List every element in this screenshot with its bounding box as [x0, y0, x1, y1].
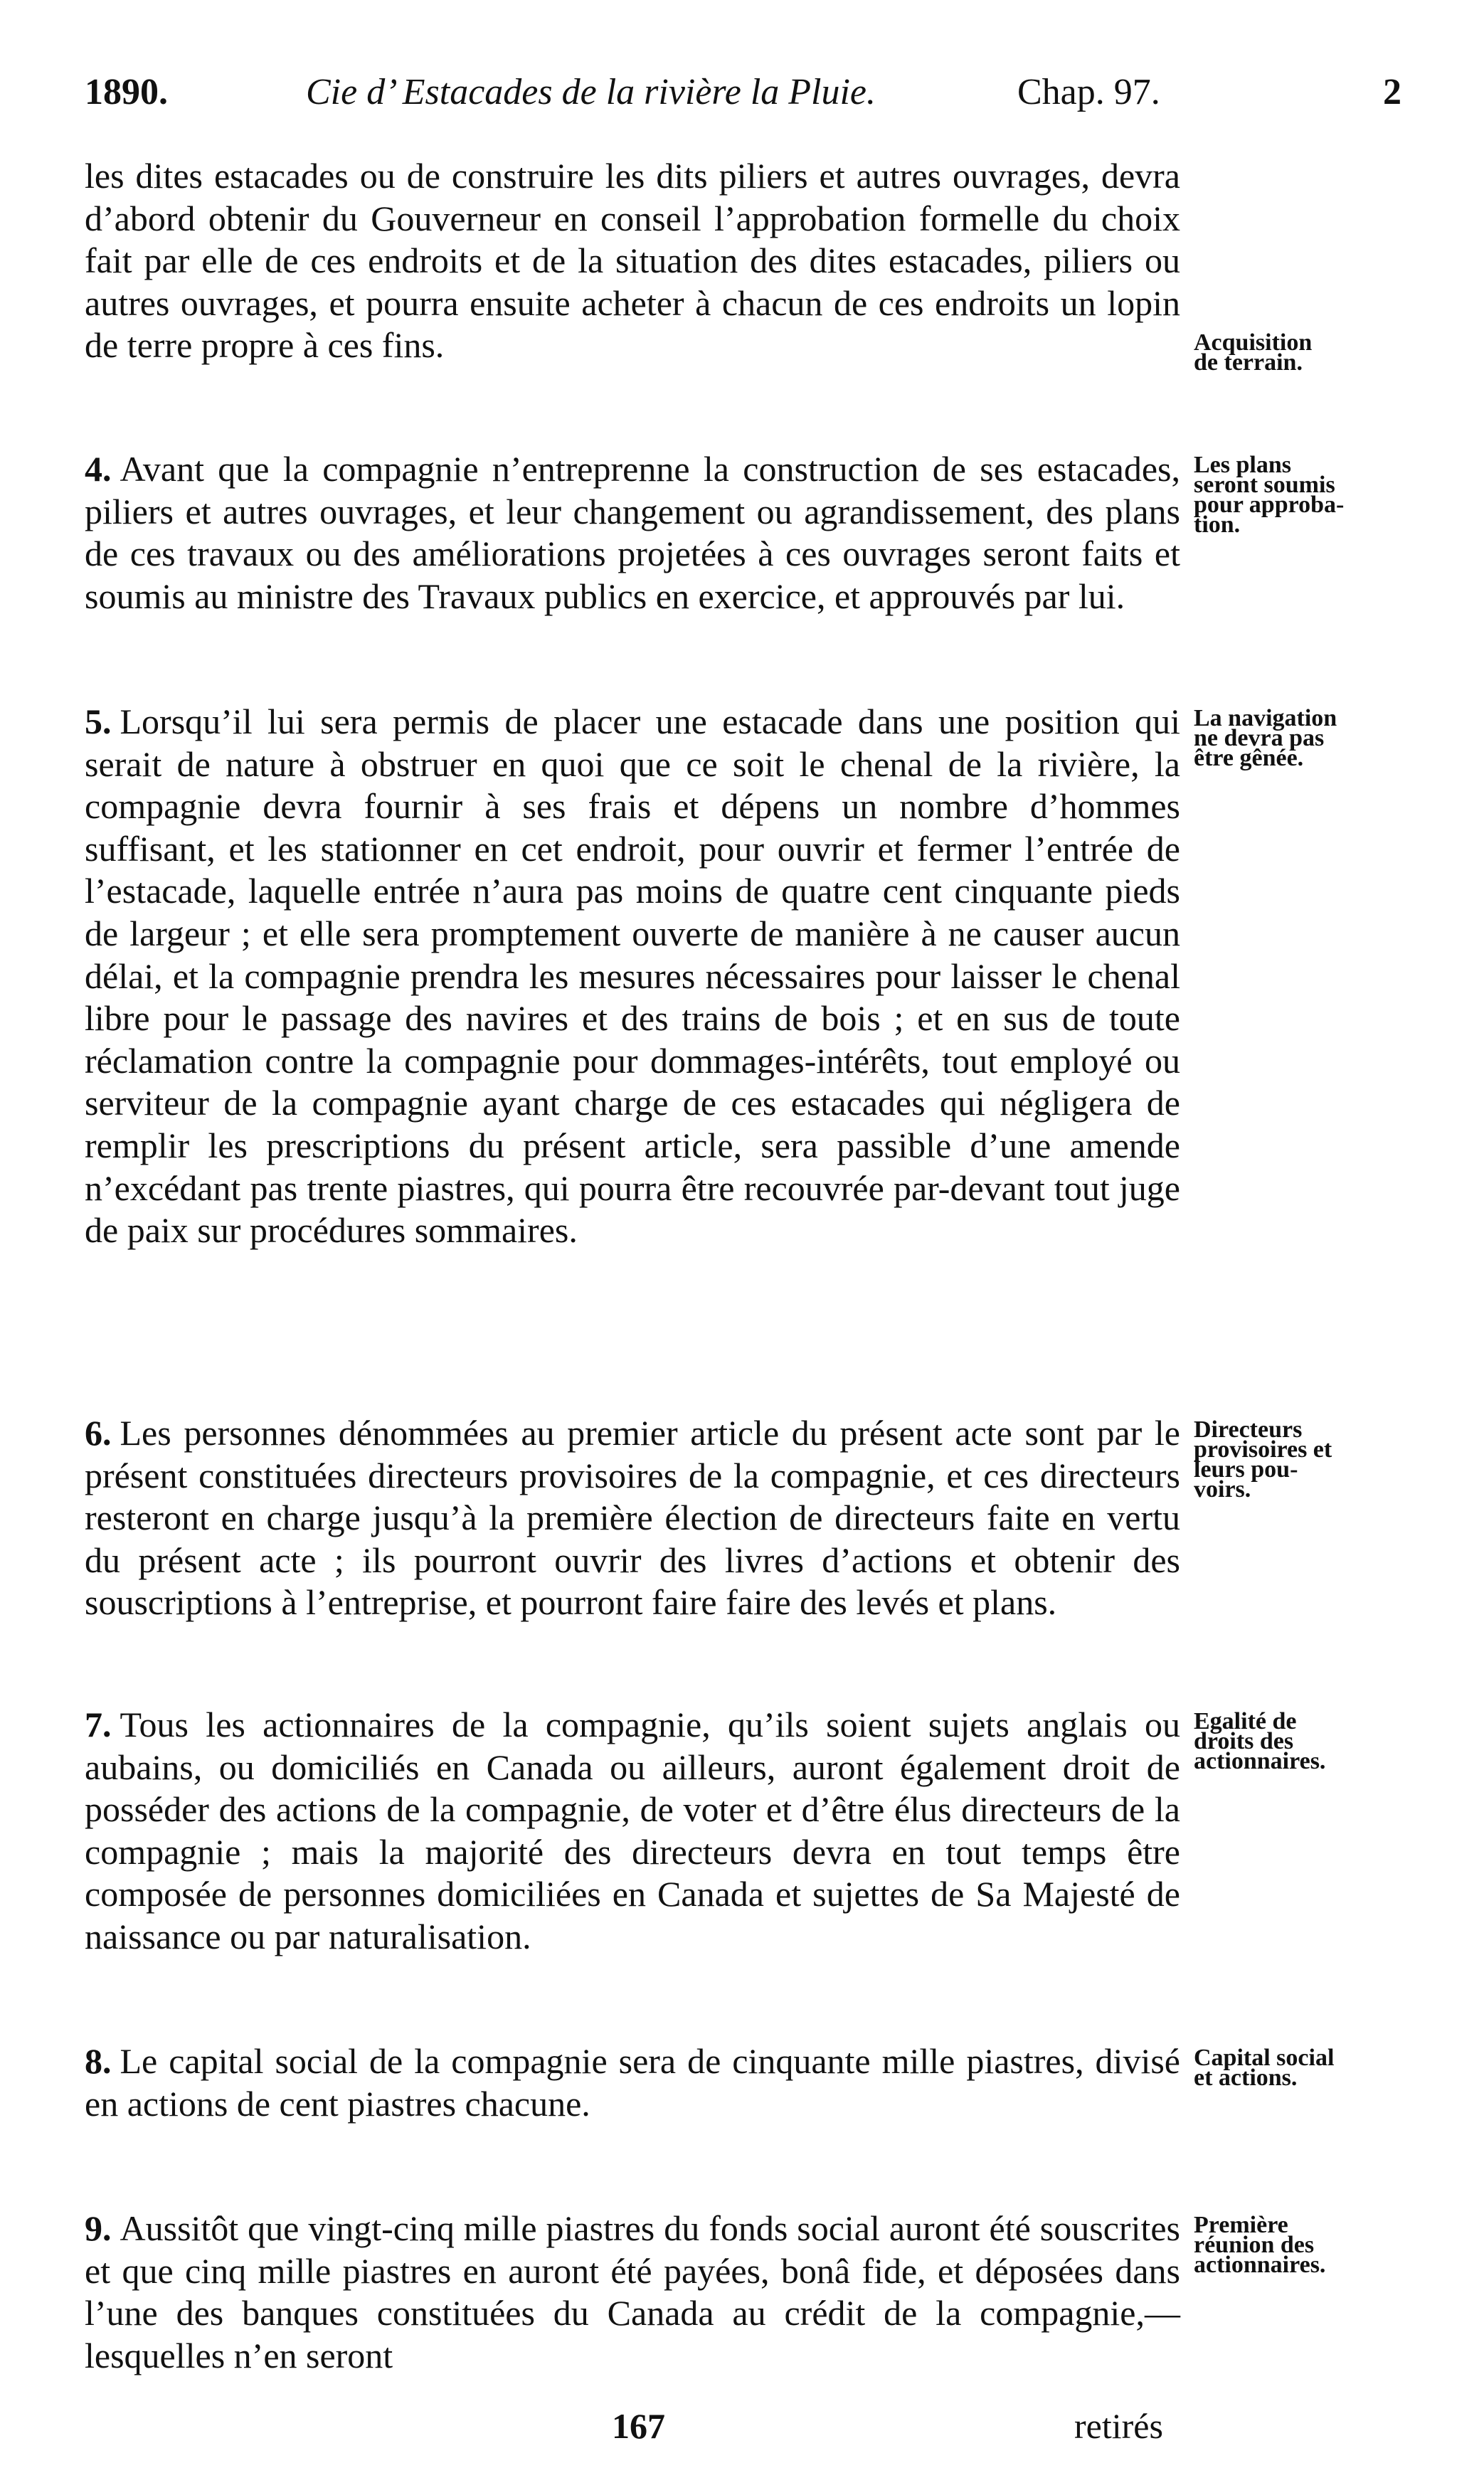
section-body: Les personnes dénommées au premier article du présent acte sont par le présent constituées directeurs provisoires de la compagnie, et ces directeurs resteront en charge jusqu’à la première élection de directeurs faite en vertu du présent acte ; ils pourront ouvrir des livres d’actions et obtenir des souscriptions à l’entreprise, et pourront faire faire des levés et plans.	[85, 1413, 1180, 1623]
section-body: Lorsqu’il lui sera permis de placer une estacade dans une position qui serait de nature à obstruer en quoi que ce soit le chenal de la rivière, la compagnie devra fournir à ses frais et dépens un nombre d’hommes suffisant, et les stationner en cet endroit, pour ouvrir et fermer l’entrée de l’estacade, laquelle entrée n’aura pas moins de quatre cent cinquante pieds de largeur ; et elle sera promptement ouverte de manière à ne causer aucun délai, et la compagnie prendra les mesures nécessaires pour laisser le chenal libre pour le passage des navires et des trains de bois ; et en sus de toute réclamation contre la compagnie pour dommages-intérêts, tout employé ou serviteur de la compagnie ayant charge de ces estacades qui négligera de remplir les prescriptions du présent article, sera passible d’une amende n’excédant pas trente piastres, qui pourra être recouvrée par-devant tout juge de paix sur procédures sommaires.	[85, 701, 1180, 1251]
section-8	[85, 2040, 1180, 2125]
margin-note-acquisition: Acquisition de terrain.	[1194, 329, 1313, 376]
footer-page-number: 167	[612, 2406, 665, 2446]
margin-note-first-meeting: Première réunion des actionnaires.	[1194, 2212, 1326, 2278]
section-continuation-text	[85, 155, 1180, 367]
margin-note-plans: Les plans seront soumis pour approba- tion.	[1194, 452, 1345, 538]
section-5	[85, 701, 1180, 1252]
section-6	[85, 1412, 1180, 1624]
section-body: Le capital social de la compagnie sera de cinquante mille piastres, divisé en actions de cent piastres chacune.	[85, 2041, 1180, 2124]
margin-note-navigation: La navigation ne devra pas être gênée.	[1194, 705, 1337, 771]
section-9	[85, 2208, 1180, 2377]
section-continuation-body: les dites estacades ou de construire les dits piliers et autres ouvrages, devra d’abord obtenir du Gouverneur en conseil l’approbation formelle du choix fait par elle de ces endroits et de la situation des dites estacades, piliers ou autres ouvrages, et pourra ensuite acheter à chacun de ces endroits un lopin de terre propre à ces fins.	[85, 156, 1180, 366]
section-number: 7.	[85, 1705, 112, 1744]
section-number: 5.	[85, 701, 112, 741]
section-7	[85, 1704, 1180, 1959]
margin-note-shareholders-equality: Egalité de droits des actionnaires.	[1194, 1708, 1326, 1774]
section-number: 9.	[85, 2208, 112, 2248]
section-body: Aussitôt que vingt-cinq mille piastres du fonds social auront été souscrites et que cinq mille piastres en auront été payées, bonâ fide, et déposées dans l’une des banques constituées du Canada au crédit de la compagnie,—lesquelles n’en seront	[85, 2208, 1180, 2375]
section-4	[85, 448, 1180, 618]
section-number: 4.	[85, 449, 112, 489]
section-body: Tous les actionnaires de la compagnie, qu’ils soient sujets anglais ou aubains, ou domiciliés en Canada ou ailleurs, auront également droit de posséder des actions de la compagnie, de voter et d’être élus directeurs de la compagnie ; mais la majorité des directeurs devra en tout temps être composée de personnes domiciliées en Canada et sujettes de Sa Majesté de naissance ou par naturalisation.	[85, 1705, 1180, 1956]
header-chapter: Chap. 97.	[1017, 72, 1160, 112]
header-page-number: 2	[1383, 72, 1401, 112]
margin-note-directors: Directeurs provisoires et leurs pou- voirs.	[1194, 1416, 1332, 1503]
margin-note-capital: Capital social et actions.	[1194, 2045, 1335, 2091]
header-year: 1890.	[85, 72, 168, 112]
header-title: Cie d’ Estacades de la rivière la Pluie.	[306, 72, 876, 112]
section-body: Avant que la compagnie n’entreprenne la construction de ses estacades, piliers et autres ouvrages, et leur changement ou agrandissement, des plans de ces travaux ou des améliorations projetées à ces ouvrages seront faits et soumis au ministre des Travaux publics en exercice, et approuvés par lui.	[85, 449, 1180, 616]
section-number: 6.	[85, 1413, 112, 1453]
section-number: 8.	[85, 2041, 112, 2081]
footer-catchword: retirés	[1074, 2406, 1163, 2446]
